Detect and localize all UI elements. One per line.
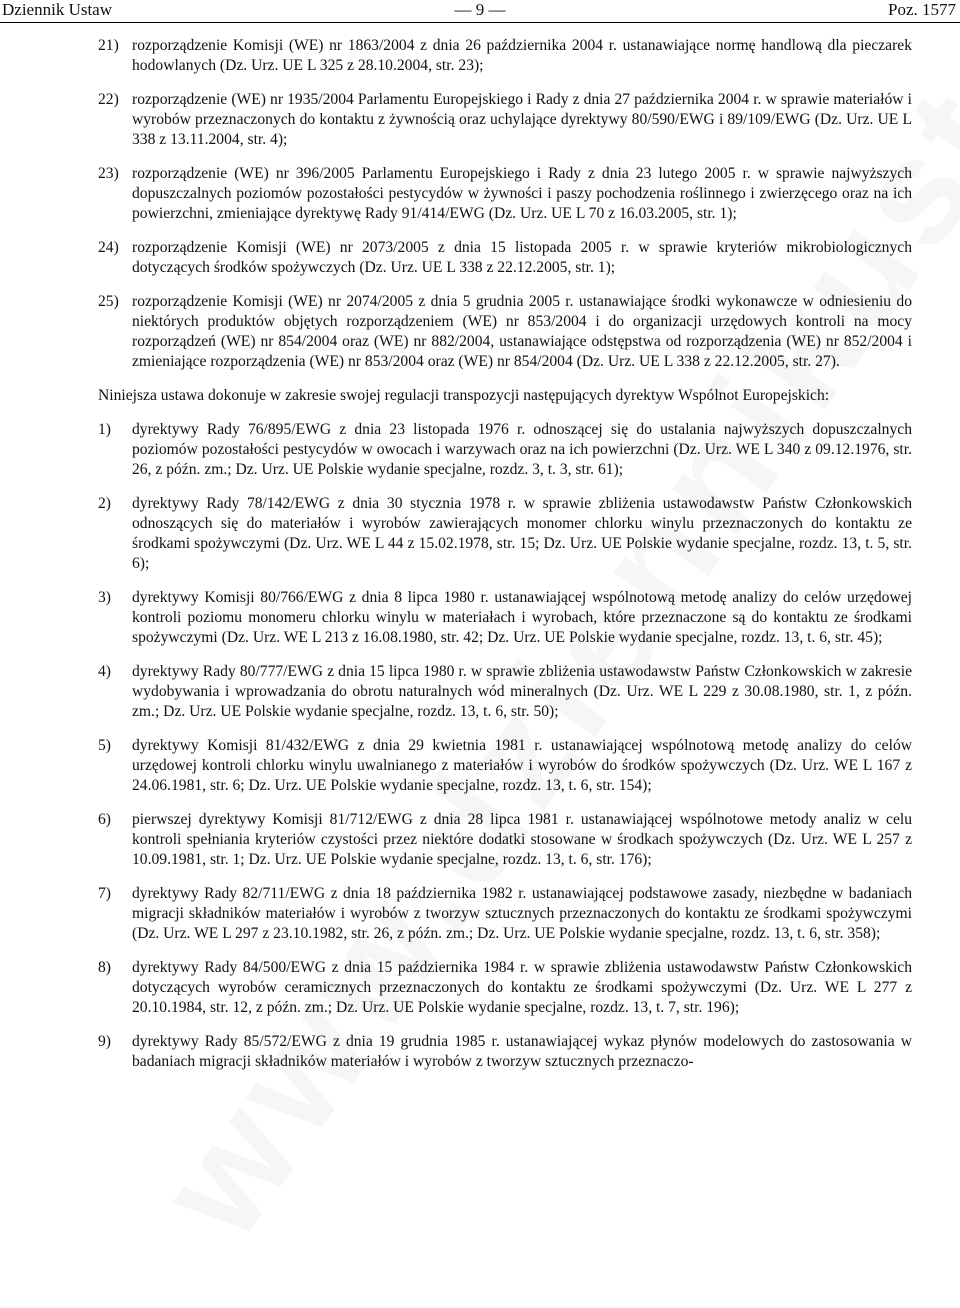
item-number: 25) xyxy=(98,293,119,310)
item-number: 23) xyxy=(98,165,119,182)
journal-title: Dziennik Ustaw xyxy=(2,0,113,19)
intro-paragraph: Niniejsza ustawa dokonuje w zakresie swojej regulacji transpozycji następujących dyrektyw Wspólnot Europejskich: xyxy=(98,387,830,404)
list-item xyxy=(98,494,912,574)
regulations-list xyxy=(98,36,912,372)
page-number: — 9 — xyxy=(454,0,506,19)
list-item xyxy=(98,90,912,150)
page-header xyxy=(0,0,960,23)
list-item xyxy=(98,36,912,76)
position-number: Poz. 1577 xyxy=(888,0,956,19)
item-number: 2) xyxy=(98,495,111,512)
list-item xyxy=(98,292,912,372)
item-text: dyrektywy Komisji 81/432/EWG z dnia 29 kwietnia 1981 r. ustanawiającej wspólnotową metodę analizy do celów urzędowej kontroli chlorku winylu uwalnianego z materiałów i wyrobów do środków spożywczych (Dz. Urz. WE L 167 z 24.06.1981, str. 6; Dz. Urz. UE Polskie wydanie specjalne, rozdz. 13, t. 6, str. 154); xyxy=(132,737,912,794)
list-item xyxy=(98,884,912,944)
item-number: 8) xyxy=(98,959,111,976)
item-text: dyrektywy Rady 78/142/EWG z dnia 30 stycznia 1978 r. w sprawie zbliżenia ustawodawstw Państw Członkowskich odnoszących się do materiałów i wyrobów zawierających monomer chlorku winylu przeznaczonych do kontaktu ze środkami spożywczymi (Dz. Urz. WE L 44 z 15.02.1978, str. 15; Dz. Urz. UE Polskie wydanie specjalne, rozdz. 13, t. 5, str. 6); xyxy=(132,495,912,572)
list-item xyxy=(98,1032,912,1072)
item-number: 1) xyxy=(98,421,111,438)
list-item xyxy=(98,810,912,870)
item-text: rozporządzenie (WE) nr 1935/2004 Parlamentu Europejskiego i Rady z dnia 27 października 2004 r. w sprawie materiałów i wyrobów przeznaczonych do kontaktu z żywnością oraz uchylające dyrektywy 80/590/EWG i 89/109/EWG (Dz. Urz. UE L 338 z 13.11.2004, str. 4); xyxy=(132,91,912,148)
directives-list xyxy=(98,420,912,1072)
list-item xyxy=(98,588,912,648)
item-number: 9) xyxy=(98,1033,111,1050)
item-text: dyrektywy Rady 85/572/EWG z dnia 19 grudnia 1985 r. ustanawiającej wykaz płynów modelowych do zastosowania w badaniach migracji składników materiałów i wyrobów z tworzyw sztucznych przeznaczo- xyxy=(132,1033,912,1070)
item-number: 24) xyxy=(98,239,119,256)
item-number: 4) xyxy=(98,663,111,680)
item-text: rozporządzenie Komisji (WE) nr 2074/2005 z dnia 5 grudnia 2005 r. ustanawiające środki wykonawcze w odniesieniu do niektórych produktów objętych rozporządzeniem (WE) nr 853/2004 i do organizacji urzędowych kontroli na mocy rozporządzeń (WE) nr 854/2004 oraz (WE) nr 882/2004, ustanawiające odstępstwa od rozporządzenia (WE) nr 852/2004 i zmieniające rozporządzenia (WE) nr 853/2004 oraz (WE) nr 854/2004 (Dz. Urz. UE L 338 z 22.12.2005, str. 27). xyxy=(132,293,912,370)
list-item xyxy=(98,420,912,480)
item-number: 22) xyxy=(98,91,119,108)
item-text: rozporządzenie Komisji (WE) nr 2073/2005 z dnia 15 listopada 2005 r. w sprawie kryteriów mikrobiologicznych dotyczących środków spożywczych (Dz. Urz. UE L 338 z 22.12.2005, str. 1); xyxy=(132,239,912,276)
item-text: dyrektywy Komisji 80/766/EWG z dnia 8 lipca 1980 r. ustanawiającej wspólnotową metodę analizy do celów urzędowej kontroli poziomu monomeru chlorku winylu w materiałach i wyrobach, które przeznaczone są do kontaktu ze środkami spożywczymi (Dz. Urz. WE L 213 z 16.08.1980, str. 42; Dz. Urz. UE Polskie wydanie specjalne, rozdz. 13, t. 6, str. 45); xyxy=(132,589,912,646)
item-number: 21) xyxy=(98,37,119,54)
item-number: 6) xyxy=(98,811,111,828)
item-text: dyrektywy Rady 82/711/EWG z dnia 18 października 1982 r. ustanawiającej podstawowe zasady, niezbędne w badaniach migracji składników materiałów i wyrobów z tworzyw sztucznych przeznaczonych do kontaktu ze środkami spożywczymi (Dz. Urz. WE L 297 z 23.10.1982, str. 26, z późn. zm.; Dz. Urz. UE Polskie wydanie specjalne, rozdz. 13, t. 6, str. 358); xyxy=(132,885,912,942)
document-body xyxy=(98,36,912,1086)
item-number: 3) xyxy=(98,589,111,606)
item-text: rozporządzenie (WE) nr 396/2005 Parlamentu Europejskiego i Rady z dnia 23 lutego 2005 r. w sprawie najwyższych dopuszczalnych poziomów pozostałości pestycydów w żywności i paszy pochodzenia roślinnego i zwierzęcego oraz na ich powierzchni, zmieniające dyrektywę Rady 91/414/EWG (Dz. Urz. UE L 70 z 16.03.2005, str. 1); xyxy=(132,165,912,222)
item-text: rozporządzenie Komisji (WE) nr 1863/2004 z dnia 26 października 2004 r. ustanawiające normę handlową dla pieczarek hodowlanych (Dz. Urz. UE L 325 z 28.10.2004, str. 23); xyxy=(132,37,912,74)
item-text: pierwszej dyrektywy Komisji 81/712/EWG z dnia 28 lipca 1981 r. ustanawiającej wspólnotowe metody analiz w celu kontroli spełniania kryteriów czystości przez niektóre dodatki stosowane w środkach spożywczych (Dz. Urz. WE L 257 z 10.09.1981, str. 1; Dz. Urz. UE Polskie wydanie specjalne, rozdz. 13, t. 6, str. 176); xyxy=(132,811,912,868)
list-item xyxy=(98,736,912,796)
item-text: dyrektywy Rady 84/500/EWG z dnia 15 października 1984 r. w sprawie zbliżenia ustawodawstw Państw Członkowskich dotyczących wyrobów ceramicznych przeznaczonych do kontaktu ze środkami spożywczymi (Dz. Urz. WE L 277 z 20.10.1984, str. 12, z późn. zm.; Dz. Urz. UE Polskie wydanie specjalne, rozdz. 13, t. 7, str. 196); xyxy=(132,959,912,1016)
list-item xyxy=(98,662,912,722)
list-item xyxy=(98,958,912,1018)
item-text: dyrektywy Rady 80/777/EWG z dnia 15 lipca 1980 r. w sprawie zbliżenia ustawodawstw Państw Członkowskich w zakresie wydobywania i wprowadzania do obrotu naturalnych wód mineralnych (Dz. Urz. WE L 229 z 30.08.1980, str. 1, z późn. zm.; Dz. Urz. UE Polskie wydanie specjalne, rozdz. 13, t. 6, str. 50); xyxy=(132,663,912,720)
item-number: 7) xyxy=(98,885,111,902)
item-number: 5) xyxy=(98,737,111,754)
list-item xyxy=(98,164,912,224)
list-item xyxy=(98,238,912,278)
item-text: dyrektywy Rady 76/895/EWG z dnia 23 listopada 1976 r. odnoszącej się do ustalania najwyższych dopuszczalnych poziomów pozostałości pestycydów w owocach i warzywach oraz na ich powierzchni (Dz. Urz. WE L 340 z 09.12.1976, str. 26, z późn. zm.; Dz. Urz. UE Polskie wydanie specjalne, rozdz. 3, t. 3, str. 61); xyxy=(132,421,912,478)
